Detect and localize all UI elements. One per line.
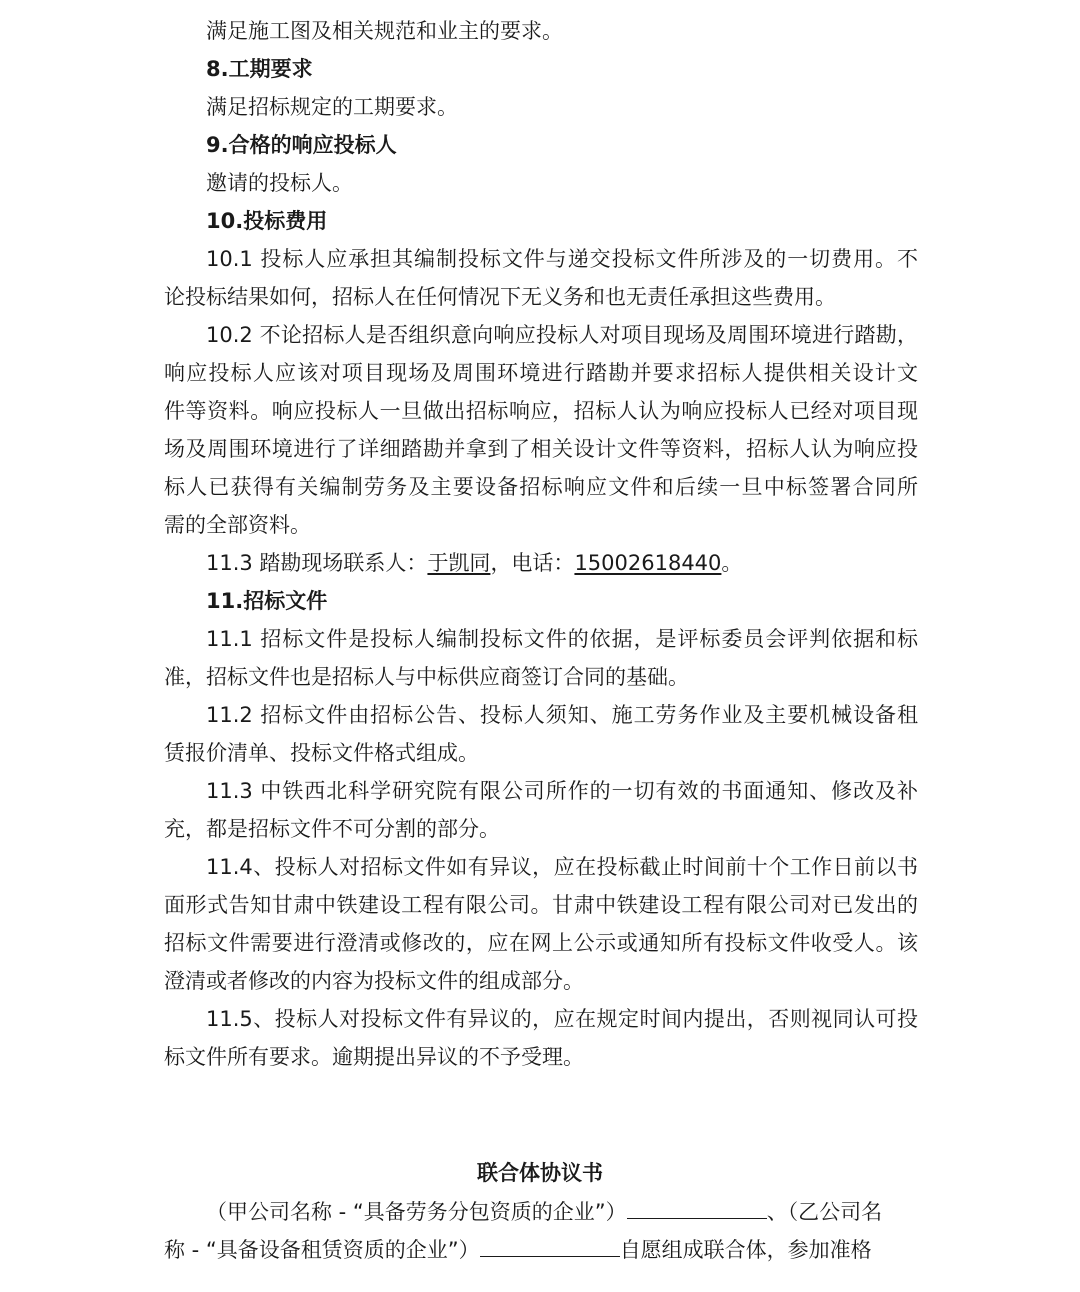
section-heading-10: 10.投标费用 — [206, 209, 328, 233]
text-line: 满足招标规定的工期要求。 — [206, 95, 458, 119]
party-b-label: 称 - “具备设备租赁资质的企业”） — [164, 1238, 480, 1262]
party-b-blank — [480, 1234, 620, 1257]
paragraph-line: 场及周围环境进行了详细踏勘并拿到了相关设计文件等资料，招标人认为响应投 — [164, 437, 918, 461]
text-line: 满足施工图及相关规范和业主的要求。 — [206, 19, 563, 43]
paragraph-line: 赁报价清单、投标文件格式组成。 — [164, 741, 479, 765]
paragraph-line: 11.2 招标文件由招标公告、投标人须知、施工劳务作业及主要机械设备租 — [206, 703, 918, 727]
party-b-label-start: 、（乙公司名 — [766, 1200, 883, 1224]
contact-label: 11.3 踏勘现场联系人： — [206, 551, 428, 575]
paragraph-line: 10.1 投标人应承担其编制投标文件与递交投标文件所涉及的一切费用。不 — [206, 247, 918, 271]
contact-phone: 15002618440 — [574, 551, 722, 575]
paragraph-line: 标人已获得有关编制劳务及主要设备招标响应文件和后续一旦中标签署合同所 — [164, 475, 918, 499]
paragraph-line: 11.3 中铁西北科学研究院有限公司所作的一切有效的书面通知、修改及补 — [206, 779, 918, 803]
party-a-blank — [627, 1196, 767, 1219]
contact-line — [206, 548, 742, 578]
agreement-continuation: 自愿组成联合体，参加准格 — [619, 1238, 872, 1262]
paragraph-line: 件等资料。响应投标人一旦做出招标响应，招标人认为响应投标人已经对项目现 — [164, 399, 918, 423]
phone-label: ，电话： — [490, 551, 575, 575]
section-heading-8: 8.工期要求 — [206, 57, 313, 81]
paragraph-line: 澄清或者修改的内容为投标文件的组成部分。 — [164, 969, 584, 993]
paragraph-line: 11.1 招标文件是投标人编制投标文件的依据，是评标委员会评判依据和标 — [206, 627, 918, 651]
paragraph-line: 响应投标人应该对项目现场及周围环境进行踏勘并要求招标人提供相关设计文 — [164, 361, 918, 385]
paragraph-line: 论投标结果如何，招标人在任何情况下无义务和也无责任承担这些费用。 — [164, 285, 836, 309]
section-heading-11: 11.招标文件 — [206, 589, 328, 613]
paragraph-line: 10.2 不论招标人是否组织意向响应投标人对项目现场及周围环境进行踏勘， — [206, 323, 918, 347]
paragraph-line: 11.5、投标人对投标文件有异议的，应在规定时间内提出，否则视同认可投 — [206, 1007, 918, 1031]
contact-person: 于凯同 — [427, 551, 491, 575]
agreement-line — [206, 1196, 882, 1226]
paragraph-line: 准，招标文件也是招标人与中标供应商签订合同的基础。 — [164, 665, 689, 689]
paragraph-line: 面形式告知甘肃中铁建设工程有限公司。甘肃中铁建设工程有限公司对已发出的 — [164, 893, 918, 917]
paragraph-line: 11.4、投标人对招标文件如有异议，应在投标截止时间前十个工作日前以书 — [206, 855, 918, 879]
agreement-title: 联合体协议书 — [477, 1161, 603, 1185]
contact-end: 。 — [721, 551, 743, 575]
agreement-line — [164, 1234, 872, 1264]
paragraph-line: 需的全部资料。 — [164, 513, 311, 537]
party-a-label: （甲公司名称 - “具备劳务分包资质的企业”） — [206, 1200, 627, 1224]
paragraph-line: 充，都是招标文件不可分割的部分。 — [164, 817, 500, 841]
paragraph-line: 招标文件需要进行澄清或修改的，应在网上公示或通知所有投标文件收受人。该 — [164, 931, 918, 955]
paragraph-line: 标文件所有要求。逾期提出异议的不予受理。 — [164, 1045, 584, 1069]
section-heading-9: 9.合格的响应投标人 — [206, 133, 397, 157]
text-line: 邀请的投标人。 — [206, 171, 353, 195]
